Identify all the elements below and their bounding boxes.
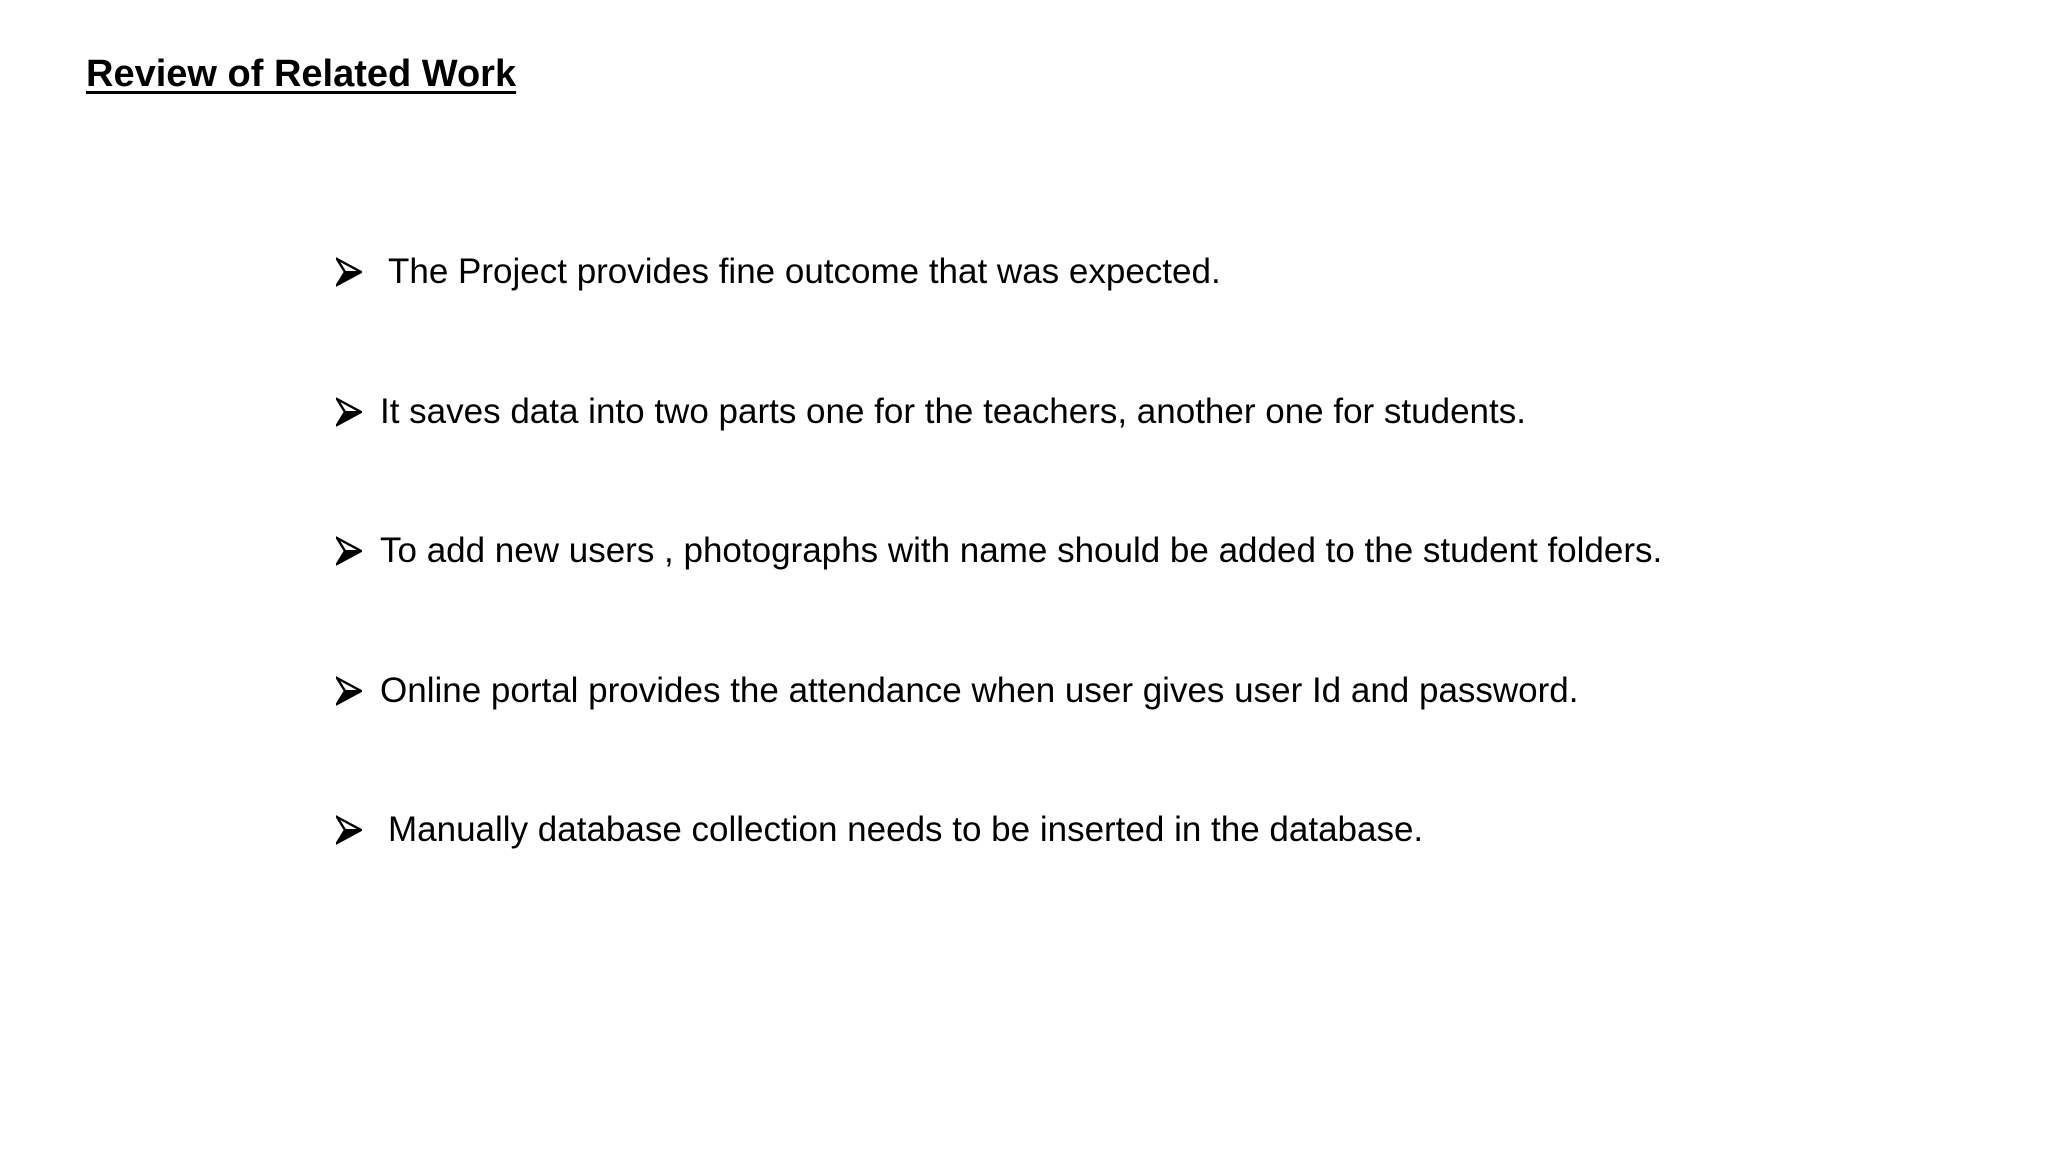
bullet-text: The Project provides fine outcome that was expected. — [388, 252, 1221, 291]
arrowhead-bullet-icon — [336, 536, 362, 566]
list-item — [336, 527, 1662, 575]
bullet-text: Manually database collection needs to be inserted in the database. — [388, 810, 1424, 849]
slide-title: Review of Related Work — [86, 53, 517, 95]
bullet-text: Online portal provides the attendance when user gives user Id and password. — [380, 671, 1579, 710]
arrowhead-bullet-icon — [336, 257, 362, 287]
list-item — [336, 806, 1423, 854]
bullet-text: To add new users , photographs with name should be added to the student folders. — [380, 531, 1663, 570]
list-item — [336, 667, 1579, 715]
arrowhead-bullet-icon — [336, 676, 362, 706]
arrowhead-bullet-icon — [336, 397, 362, 427]
bullet-text: It saves data into two parts one for the teachers, another one for students. — [380, 392, 1526, 431]
arrowhead-bullet-icon — [336, 815, 362, 845]
list-item — [336, 248, 1221, 296]
list-item — [336, 388, 1526, 436]
